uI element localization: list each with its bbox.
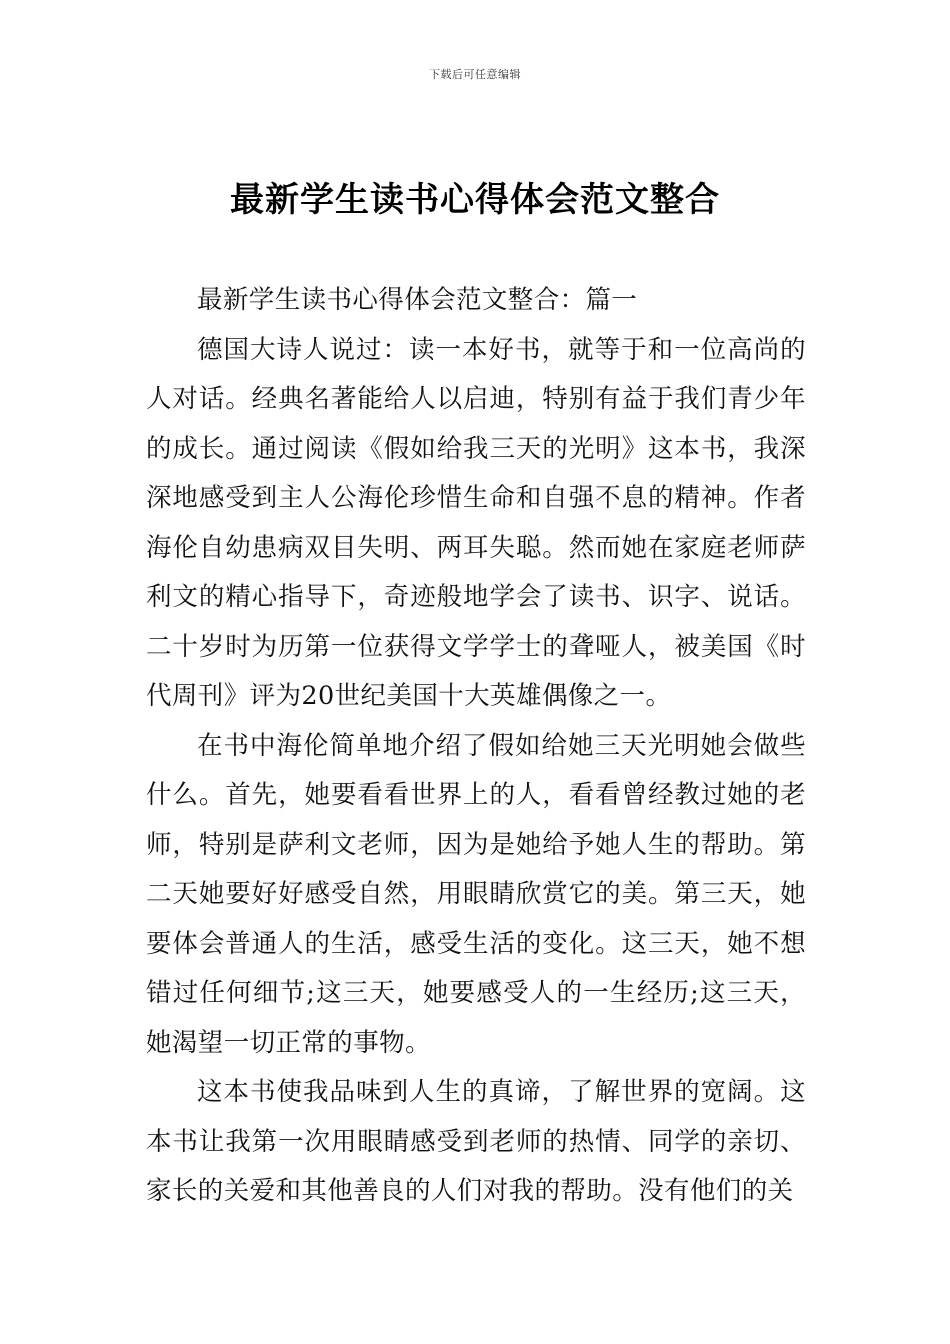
paragraph-2: 在书中海伦简单地介绍了假如给她三天光明她会做些什么。首先，她要看看世界上的人，看看曾经教过她的老师，特别是萨利文老师，因为是她给予她人生的帮助。第二天她要好好感受自然，用眼睛欣赏它的美。第三天，她要体会普通人的生活，感受生活的变化。这三天，她不想错过任何细节;这三天，她要感受人的一生经历;这三天，她渴望一切正常的事物。	[146, 730, 806, 1058]
paragraph-1: 德国大诗人说过：读一本好书，就等于和一位高尚的人对话。经典名著能给人以启迪，特别有益于我们青少年的成长。通过阅读《假如给我三天的光明》这本书，我深深地感受到主人公海伦珍惜生命和自强不息的精神。作者海伦自幼患病双目失明、两耳失聪。然而她在家庭老师萨利文的精心指导下，奇迹般地学会了读书、识字、说话。二十岁时为历第一位获得文学学士的聋哑人，被美国《时代周刊》评为20世纪美国十大英雄偶像之一。	[146, 334, 806, 711]
paragraph-3: 这本书使我品味到人生的真谛，了解世界的宽阔。这本书让我第一次用眼睛感受到老师的热情、同学的亲切、家长的关爱和其他善良的人们对我的帮助。没有他们的关	[146, 1077, 806, 1206]
header-note: 下载后可任意编辑	[429, 68, 521, 81]
section-heading: 最新学生读书心得体会范文整合：篇一	[197, 285, 638, 315]
document-title: 最新学生读书心得体会范文整合	[230, 180, 720, 220]
document-body	[146, 276, 806, 1217]
